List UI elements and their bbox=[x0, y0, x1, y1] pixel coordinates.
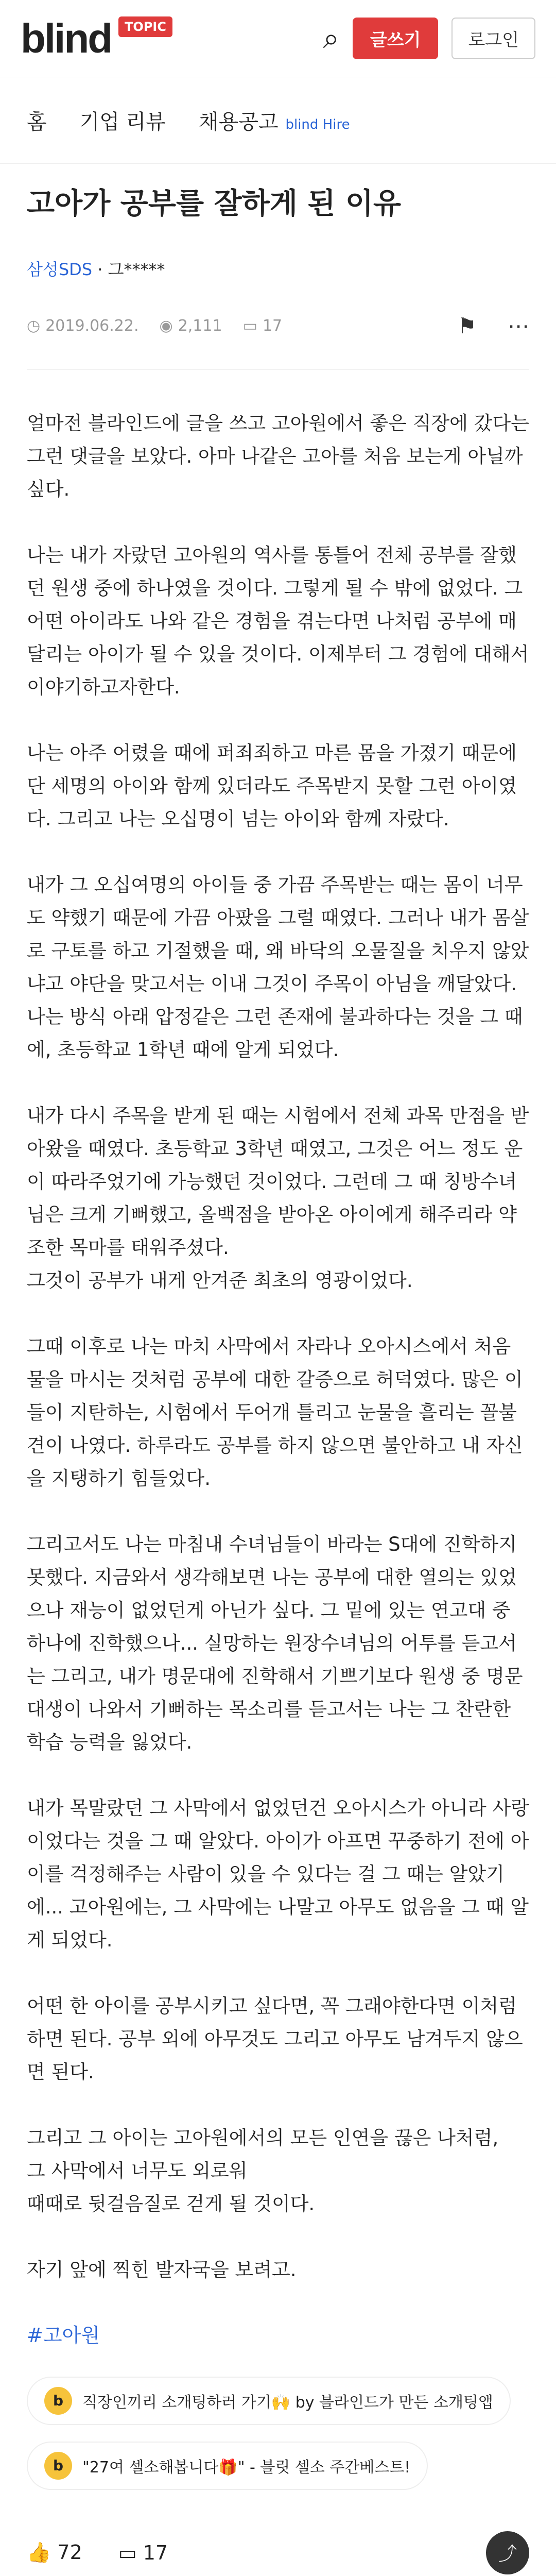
nav-home[interactable]: 홈 bbox=[27, 110, 47, 134]
post-title: 고아가 공부를 잘하게 된 이유 bbox=[27, 187, 402, 221]
post-actions bbox=[0, 2490, 556, 2576]
post-paragraph: 그리고서도 나는 마침내 수녀님들이 바라는 S대에 진학하지 못했다. 지금와서 생각해보면 나는 공부에 대한 열의는 있었으나 재능이 없었던게 아닌가 싶다. 그 밑에 있는 연고대 중 하나에 진학했으나... 실망하는 원장수녀님의 어투를 듣고서는 그리고, 내가 명문대에 진학해서 기쁘기보다 원생 중 명문대생이 나와서 기뻐하는 목소리를 듣고서는 나는 그 찬란한 학습 능력을 잃었다. bbox=[27, 1533, 523, 1753]
bookmark-icon[interactable]: ⚑ bbox=[457, 313, 477, 338]
author-name: 그***** bbox=[108, 259, 165, 279]
post-header bbox=[0, 184, 556, 370]
login-button[interactable]: 로그인 bbox=[451, 18, 535, 59]
blind-b-icon: b bbox=[44, 2452, 72, 2480]
comment-button[interactable] bbox=[118, 2541, 168, 2564]
post-views: 2,111 bbox=[178, 316, 222, 335]
post-body bbox=[0, 370, 556, 2286]
promo-item[interactable] bbox=[27, 2442, 428, 2490]
promo-item[interactable] bbox=[27, 2377, 511, 2425]
comment-icon: ▭ bbox=[242, 316, 257, 335]
comment-icon: ▭ bbox=[118, 2541, 137, 2564]
blind-b-icon: b bbox=[44, 2387, 72, 2415]
comment-count: 17 bbox=[143, 2541, 168, 2564]
like-button[interactable] bbox=[27, 2541, 82, 2564]
clock-icon: ◷ bbox=[27, 316, 41, 335]
blind-hire-badge: blind Hire bbox=[285, 117, 350, 132]
post-paragraph: 어떤 한 아이를 공부시키고 싶다면, 꼭 그래야한다면 이처럼 하면 된다. 공부 외에 아무것도 그리고 아무도 남겨두지 않으면 된다. bbox=[27, 1994, 523, 2083]
share-icon[interactable]: ⤴ bbox=[486, 2531, 529, 2574]
promo-list bbox=[27, 2377, 529, 2490]
main-nav bbox=[0, 77, 556, 164]
nav-jobs-label: 채용공고 bbox=[198, 110, 279, 134]
nav-jobs[interactable] bbox=[199, 106, 350, 135]
topic-badge: TOPIC bbox=[118, 16, 172, 37]
post-paragraph: 내가 다시 주목을 받게 된 때는 시험에서 전체 과목 만점을 받아왔을 때였다. 초등학교 3학년 때였고, 그것은 어느 정도 운이 따라주었기에 가능했던 것이었다. 그런데 그 때 칭방수녀님은 크게 기뻐했고, 올백점을 받아온 아이에게 해주리라 약조한 목마를 태워주셨다. 그것이 공부가 내게 안겨준 최초의 영광이었다. bbox=[27, 1104, 529, 1292]
search-icon[interactable]: ⌕ bbox=[323, 21, 339, 55]
post-comment-count: 17 bbox=[262, 316, 283, 335]
post-paragraph: 자기 앞에 찍힌 발자국을 보려고. bbox=[27, 2258, 297, 2281]
top-header bbox=[0, 0, 556, 77]
more-icon[interactable]: ⋯ bbox=[508, 313, 529, 338]
blind-logo[interactable]: blind bbox=[21, 15, 112, 61]
post-author: 삼성SDS · 그***** bbox=[27, 259, 165, 279]
nav-reviews[interactable]: 기업 리뷰 bbox=[79, 110, 166, 134]
promo-text: 직장인끼리 소개팅하러 가기🙌 by 블라인드가 만든 소개팅앱 bbox=[82, 2393, 493, 2412]
post-paragraph: 내가 그 오십여명의 아이들 중 가끔 주목받는 때는 몸이 너무도 약했기 때문에 가끔 아팠을 그럴 때였다. 그러나 내가 몸살로 구토를 하고 기절했을 때, 왜 바닥의 오물질을 치우지 않았냐고 야단을 맞고서는 이내 그것이 주목이 아님을 깨달았다. 나는 방식 아래 압정같은 그런 존재에 불과하다는 것을 그 때에, 초등학교 1학년 때에 알게 되었다. bbox=[27, 873, 529, 1061]
write-button[interactable]: 글쓰기 bbox=[353, 18, 439, 59]
post-paragraph: 그때 이후로 나는 마치 사막에서 자라나 오아시스에서 처음 물을 마시는 것처럼 공부에 대한 갈증으로 허덕였다. 많은 이들이 지탄하는, 시험에서 두어개 틀리고 눈물을 흘리는 꼴불견이 나였다. 하루라도 공부를 하지 않으면 불안하고 내 자신을 지탱하기 힘들었다. bbox=[27, 1335, 523, 1489]
post-paragraph: 얼마전 블라인드에 글을 쓰고 고아원에서 좋은 직장에 갔다는 그런 댓글을 보았다. 아마 나같은 고아를 처음 보는게 아닐까 싶다. bbox=[27, 412, 529, 500]
post-paragraph: 내가 목말랐던 그 사막에서 없었던건 오아시스가 아니라 사랑이었다는 것을 그 때 알았다. 아이가 아프면 꾸중하기 전에 아이를 걱정해주는 사람이 있을 수 있다는 걸 그 때는 알았기에... 고아원에는, 그 사막에는 나말고 아무도 없음을 그 때 알게 되었다. bbox=[27, 1797, 529, 1951]
promo-text: "27여 셀소해봅니다🎁" - 블릿 셀소 주간베스트! bbox=[82, 2458, 411, 2477]
post-paragraph: 그리고 그 아이는 고아원에서의 모든 인연을 끊은 나처럼, 그 사막에서 너무도 외로워 때때로 뒷걸음질로 걷게 될 것이다. bbox=[27, 2126, 499, 2215]
post-paragraph: 나는 내가 자랐던 고아원의 역사를 통틀어 전체 공부를 잘했던 원생 중에 하나였을 것이다. 그렇게 될 수 밖에 없었다. 그 어떤 아이라도 나와 같은 경험을 겪는다면 나처럼 공부에 매달리는 아이가 될 수 있을 것이다. 이제부터 그 경험에 대해서 이야기하고자한다. bbox=[27, 544, 529, 698]
header-actions bbox=[323, 18, 535, 59]
post-tag[interactable]: #고아원 bbox=[27, 2324, 100, 2347]
thumbs-up-icon: 👍 bbox=[27, 2541, 51, 2564]
post-paragraph: 나는 아주 어렸을 때에 퍼죄죄하고 마른 몸을 가졌기 때문에 단 세명의 아이와 함께 있더라도 주목받지 못할 그런 아이였다. 그리고 나는 오십명이 넘는 아이와 함께 자랐다. bbox=[27, 741, 517, 830]
post-date: 2019.06.22. bbox=[45, 316, 139, 335]
author-company[interactable]: 삼성SDS bbox=[27, 259, 93, 279]
eye-icon: ◉ bbox=[159, 316, 173, 335]
like-count: 72 bbox=[57, 2541, 82, 2564]
post-meta bbox=[27, 313, 529, 370]
